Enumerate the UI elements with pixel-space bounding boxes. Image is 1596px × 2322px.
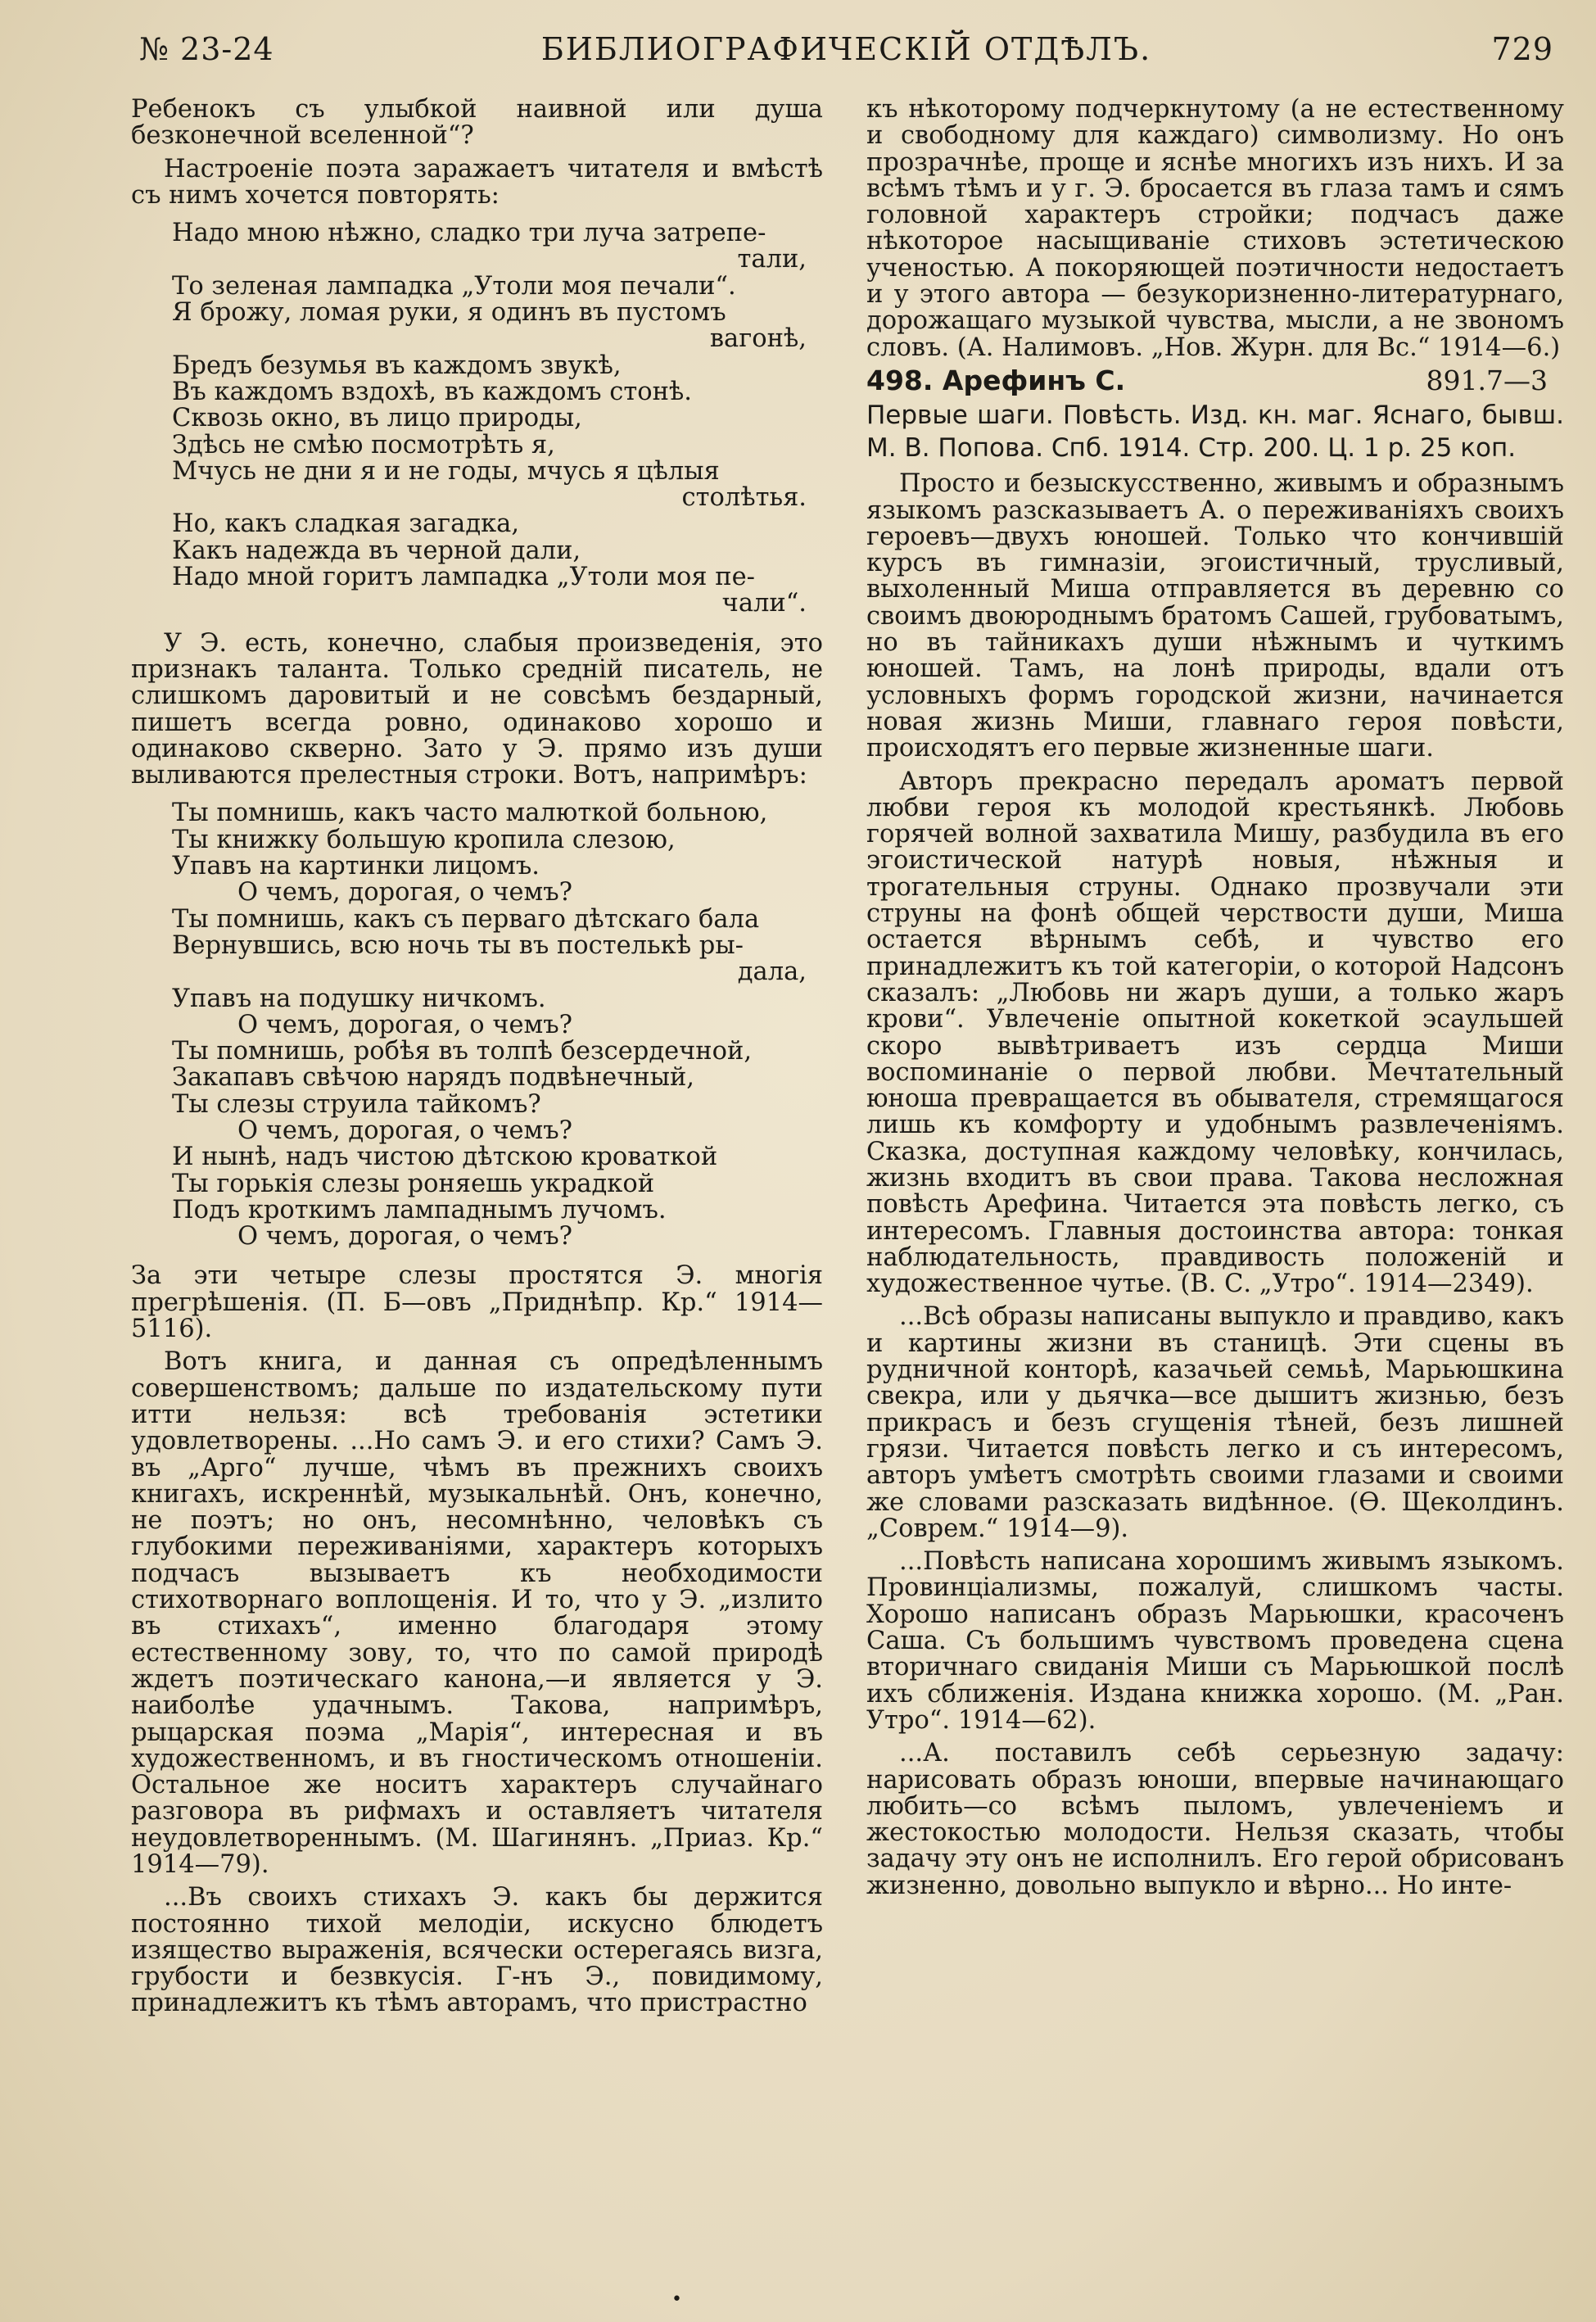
poem-line: Ты помнишь, робѣя въ толпѣ безсердечной, xyxy=(172,1037,753,1066)
paragraph: Ребенокъ съ улыбкой наивной или душа безконечной вселенной“? xyxy=(131,95,823,151)
poem-line: Упавъ на подушку ничкомъ. xyxy=(172,984,546,1013)
poem-line: вагонѣ, xyxy=(709,324,807,354)
poem-line: Закапавъ свѣчою нарядъ подвѣнечный, xyxy=(172,1063,694,1093)
poem-line: О чемъ, дорогая, о чемъ? xyxy=(237,1116,573,1145)
poem-line: Вернувшись, всю ночь ты въ постелькѣ ры- xyxy=(172,930,744,960)
poem-line: Мчусь не дни я и не годы, мчусь я цѣлыя xyxy=(172,456,720,486)
poem-line: Ты помнишь, какъ съ перваго дѣтскаго бала xyxy=(172,904,760,934)
left-column xyxy=(131,97,823,2024)
poem-line: Какъ надежда въ черной дали, xyxy=(172,536,581,565)
poem-line: Подъ кроткимъ лампаднымъ лучомъ. xyxy=(172,1195,667,1224)
paragraph: ...Въ своихъ стихахъ Э. какъ бы держится постоянно тихой мелодіи, искусно блюдетъ изящество выраженія, всячески остерегаясь визга, грубости и безвкусія. Г-нъ Э., повидимому, принадлежитъ къ тѣмъ авторамъ, что пристрастно xyxy=(131,1883,823,2018)
poem-line: Ты книжку большую кропила слезою, xyxy=(172,825,676,854)
paragraph: ...Всѣ образы написаны выпукло и правдиво, какъ и картины жизни въ станицѣ. Эти сцены въ рудничной конторѣ, казачьей семьѣ, Марьюшкина свекра, или у дьячка—все дышитъ жизнью, безъ прикрасъ и безъ сгущенія тѣней, безъ лишней грязи. Читается повѣсть легко и съ интересомъ, авторъ умѣетъ смотрѣть своими глазами и своими же словами разсказать видѣнное. (Ѳ. Щеколдинъ. „Соврем.“ 1914—9). xyxy=(866,1302,1564,1543)
running-header xyxy=(139,31,1553,80)
paragraph: У Э. есть, конечно, слабыя произведенія, это признакъ таланта. Только средній писатель, не слишкомъ даровитый и не совсѣмъ бездарный, пишетъ всегда ровно, одинаково хорошо и одинаково скверно. Зато у Э. прямо изъ души выливаются прелестныя строки. Вотъ, напримѣръ: xyxy=(131,628,823,790)
paragraph: Вотъ книга, и данная съ опредѣленнымъ совершенствомъ; дальше по издательскому пути итти нельзя: всѣ требованія эстетики удовлетворены. ...Но самъ Э. и его стихи? Самъ Э. въ „Арго“ лучше, чѣмъ въ прежнихъ своихъ книгахъ, искреннѣй, музыкальнѣй. Онъ, конечно, не поэтъ; но онъ, несомнѣнно, человѣкъ съ глубокими переживаніями, характеръ которыхъ подчасъ вызываетъ къ необходимости стихотворнаго воплощенія. И то, что у Э. „излито въ стихахъ“, именно благодаря этому естественному зову, то, что по самой природѣ ждетъ поэтическаго канона,—и является у Э. наиболѣе удачнымъ. Такова, напримѣръ, рыцарская поэма „Марія“, интересная и въ художественномъ, и въ гностическомъ отношеніи. Остальное же носитъ характеръ случайнаго разговора въ рифмахъ и оставляетъ читателя неудовлетвореннымъ. (М. Шагинянъ. „Приаз. Кр.“ 1914—79). xyxy=(131,1347,823,1879)
paragraph: За эти четыре слезы простятся Э. многія прегрѣшенія. (П. Б—овъ „Приднѣпр. Кр.“ 1914—5116). xyxy=(131,1261,823,1344)
paragraph: ...А. поставилъ себѣ серьезную задачу: нарисовать образъ юноши, впервые начинающаго любить—со всѣмъ пыломъ, увлеченіемъ и жестокостью молодости. Нельзя сказать, чтобы задачу эту онъ не исполнилъ. Его герой обрисованъ жизненно, довольно выпукло и вѣрно... Но инте- xyxy=(866,1739,1564,1900)
paragraph: Настроеніе поэта заражаетъ читателя и вмѣстѣ съ нимъ хочется повторять: xyxy=(131,154,823,210)
poem-line: О чемъ, дорогая, о чемъ? xyxy=(237,878,573,908)
entry-number-author: 498. Арефинъ С. xyxy=(866,364,1126,396)
paragraph: Авторъ прекрасно передалъ ароматъ первой любви героя къ молодой крестьянкѣ. Любовь горячей волной захватила Мишу, разбудила въ его эгоистической натурѣ новыя, нѣжныя и трогательныя струны. Однако прозвучали эти струны на фонѣ общей черствости души, Миша остается вѣрнымъ себѣ, и чувство его принадлежитъ къ той категоріи, о которой Надсонъ сказалъ: „Любовь ни жаръ души, а только жаръ крови“. Увлеченіе опытной кокеткой эсаульшей скоро вывѣтриваетъ изъ сердца Миши воспоминаніе о первой любви. Мечтательный юноша превращается въ обывателя, стремящагося лишь къ комфорту и удобнымъ развлеченіямъ. Сказка, доступная каждому человѣку, кончилась, жизнь входитъ въ свои права. Такова несложная повѣсть Арефина. Читается эта повѣсть легко, съ интересомъ. Главныя достоинства автора: тонкая наблюдательность, правдивость положеній и художественное чутье. (В. С. „Утро“. 1914—2349). xyxy=(866,767,1564,1299)
poem-line: Здѣсь не смѣю посмотрѣть я, xyxy=(172,430,555,459)
section-title: БИБЛИОГРАФИЧЕСКІЙ ОТДѢЛЪ. xyxy=(540,31,1152,67)
paragraph: къ нѣкоторому подчеркнутому (а не естественному и свободному для каждаго) символизму. Но онъ прозрачнѣе, проще и яснѣе многихъ изъ нихъ. И за всѣмъ тѣмъ и у г. Э. бросается въ глаза тамъ и сямъ головной характеръ стройки; подчасъ даже нѣкоторое насыщиваніе стиховъ эстетическою ученостью. А покоряющей поэтичности недостаетъ и у этого автора — безукоризненно-литературнаго, дорожащаго музыкой чувства, мысли, а не звономъ словъ. (А. Налимовъ. „Нов. Журн. для Вс.“ 1914—6.) xyxy=(866,95,1564,362)
paragraph: Просто и безыскусственно, живымъ и образнымъ языкомъ разсказываетъ А. о переживаніяхъ своихъ героевъ—двухъ юношей. Только что кончившій курсъ въ гимназіи, эгоистичный, трусливый, выхоленный Миша отправляется въ деревню со своимъ двоюроднымъ братомъ Сашей, грубоватымъ, но въ тайникахъ души нѣжнымъ и чуткимъ юношей. Тамъ, на лонѣ природы, вдали отъ условныхъ формъ городской жизни, начинается новая жизнь Миши, главнаго героя повѣсти, происходятъ его первые жизненные шаги. xyxy=(866,469,1565,763)
poem-line: Надо мною нѣжно, сладко три луча затрепе- xyxy=(172,219,766,248)
page-number: 729 xyxy=(1491,31,1553,67)
entry-heading xyxy=(866,364,1564,396)
poem-line: Надо мной горитъ лампадка „Утоли моя пе- xyxy=(172,563,755,592)
poem-line: Я брожу, ломая руки, я одинъ въ пустомъ xyxy=(172,298,726,328)
poem-line: И нынѣ, надъ чистою дѣтскою кроваткой xyxy=(172,1143,718,1172)
poem-line: То зеленая лампадка „Утоли моя печали“. xyxy=(172,271,736,301)
poem-line: Въ каждомъ вздохѣ, въ каждомъ стонѣ. xyxy=(172,377,692,406)
poem-line: Бредъ безумья въ каждомъ звукѣ, xyxy=(172,351,622,380)
poem-line: Упавъ на картинки лицомъ. xyxy=(172,852,540,881)
paragraph: ...Повѣсть написана хорошимъ живымъ языкомъ. Провинціализмы, пожалуй, слишкомъ часты. Хорошо написанъ образъ Марьюшки, красоченъ Саша. Съ большимъ чувствомъ проведена сцена вторичнаго свиданія Миши съ Марьюшкой послѣ ихъ сближенія. Издана книжка хорошо. (М. „Ран. Утро“. 1914—62). xyxy=(866,1547,1564,1735)
issue-number: № 23-24 xyxy=(139,31,274,67)
poem-line: тали, xyxy=(737,245,807,274)
classification-code: 891.7—3 xyxy=(1426,364,1548,396)
poem-o-chem xyxy=(172,800,823,1250)
poem-line: дала, xyxy=(737,957,807,987)
right-column xyxy=(866,97,1564,1906)
poem-lampada xyxy=(172,220,823,617)
poem-line: Ты горькія слезы роняешь украдкой xyxy=(172,1169,655,1198)
poem-line: Сквозь окно, въ лицо природы, xyxy=(172,404,582,433)
book-imprint: Первые шаги. Повѣсть. Изд. кн. маг. Яснаго, бывш. М. В. Попова. Спб. 1914. Стр. 200. Ц. 1 р. 25 коп. xyxy=(866,401,1564,464)
poem-line: столѣтья. xyxy=(681,483,807,513)
poem-line: Но, какъ сладкая загадка, xyxy=(172,509,520,539)
poem-line: О чемъ, дорогая, о чемъ? xyxy=(237,1010,573,1039)
poem-line: О чемъ, дорогая, о чемъ? xyxy=(237,1222,573,1252)
poem-line: Ты помнишь, какъ часто малюткой больною, xyxy=(172,799,768,828)
poem-line: чали“. xyxy=(721,589,807,618)
poem-line: Ты слезы струила тайкомъ? xyxy=(172,1089,541,1119)
page-mark: • xyxy=(671,2289,682,2310)
